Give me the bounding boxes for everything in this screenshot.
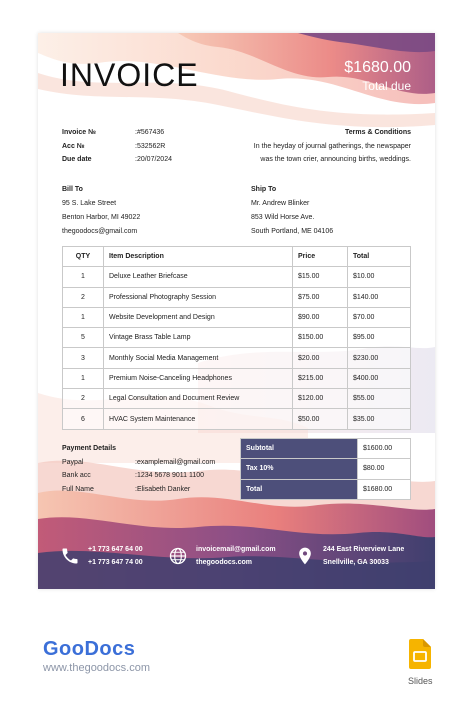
totals-value: $1600.00 xyxy=(358,439,411,459)
ship-to xyxy=(251,183,333,239)
bill-to-line: Benton Harbor, MI 49022 xyxy=(62,214,141,221)
total-due-label: Total due xyxy=(362,79,411,93)
payment-key: Bank acc xyxy=(62,472,91,479)
payment-value: :Elisabeth Danker xyxy=(135,485,191,493)
cell-qty: 3 xyxy=(63,348,104,368)
cell-qty: 1 xyxy=(63,307,104,327)
payment-row xyxy=(62,456,215,470)
footer-phone: +1 773 647 74 00 xyxy=(88,559,143,566)
cell-total: $10.00 xyxy=(348,267,411,287)
bill-to-line: 95 S. Lake Street xyxy=(62,200,117,207)
payment-details xyxy=(62,442,215,496)
table-row xyxy=(63,389,411,409)
terms-heading: Terms & Conditions xyxy=(345,129,411,136)
meta-key: Due date xyxy=(62,156,92,163)
cell-item: Monthly Social Media Management xyxy=(104,348,293,368)
cell-price: $215.00 xyxy=(293,368,348,388)
terms-and-conditions xyxy=(231,126,411,167)
payment-key: Full Name xyxy=(62,485,94,493)
cell-item: Professional Photography Session xyxy=(104,287,293,307)
location-pin-icon xyxy=(295,546,315,566)
payment-row xyxy=(62,469,215,483)
goodocs-url: www.thegoodocs.com xyxy=(43,662,150,674)
meta-value: :532562R xyxy=(135,142,166,150)
footer-phones xyxy=(60,543,143,569)
cell-price: $50.00 xyxy=(293,409,348,429)
phone-icon xyxy=(60,546,80,566)
meta-key: Acc № xyxy=(62,142,85,150)
items-header-row xyxy=(63,247,411,267)
invoice-page xyxy=(38,33,435,589)
total-due-block xyxy=(344,59,411,93)
bill-to xyxy=(62,183,140,239)
ship-to-line: Mr. Andrew Blinker xyxy=(251,200,310,207)
cell-price: $15.00 xyxy=(293,267,348,287)
bill-to-heading: Bill To xyxy=(62,186,83,193)
table-row xyxy=(63,267,411,287)
payment-heading: Payment Details xyxy=(62,445,117,452)
cell-total: $35.00 xyxy=(348,409,411,429)
cell-qty: 6 xyxy=(63,409,104,429)
cell-total: $140.00 xyxy=(348,287,411,307)
slides-badge xyxy=(408,639,433,686)
totals-row-subtotal xyxy=(241,439,411,459)
cell-total: $70.00 xyxy=(348,307,411,327)
goodocs-logo: GooDocs xyxy=(43,638,136,660)
payment-value: :1234 5678 9011 1100 xyxy=(135,472,205,479)
footer-address-line: 244 East Riverview Lane xyxy=(323,546,405,553)
totals-value: $1680.00 xyxy=(358,479,411,499)
totals-value: $80.00 xyxy=(358,459,411,479)
col-qty-header: QTY xyxy=(63,247,104,267)
cell-total: $400.00 xyxy=(348,368,411,388)
footer-email: invoicemail@gmail.com xyxy=(196,546,276,553)
slides-icon xyxy=(409,639,431,669)
table-row xyxy=(63,409,411,429)
ship-to-line: South Portland, ME 04106 xyxy=(251,228,334,235)
col-total-header: Total xyxy=(348,247,411,267)
footer-address-line: Snellville, GA 30033 xyxy=(323,559,389,566)
footer-phone: +1 773 647 64 00 xyxy=(88,546,143,553)
payment-row xyxy=(62,483,215,497)
cell-price: $90.00 xyxy=(293,307,348,327)
meta-row-invoice-number xyxy=(62,126,172,140)
footer-site: thegoodocs.com xyxy=(196,559,253,566)
cell-total: $230.00 xyxy=(348,348,411,368)
table-row xyxy=(63,368,411,388)
cell-item: Legal Consultation and Document Review xyxy=(104,389,293,409)
footer-web xyxy=(168,543,276,569)
cell-item: Deluxe Leather Briefcase xyxy=(104,267,293,287)
cell-price: $75.00 xyxy=(293,287,348,307)
bill-to-email: thegoodocs@gmail.com xyxy=(62,228,138,235)
cell-price: $20.00 xyxy=(293,348,348,368)
cell-qty: 2 xyxy=(63,287,104,307)
meta-row-due-date xyxy=(62,153,172,167)
totals-row-tax xyxy=(241,459,411,479)
table-row xyxy=(63,307,411,327)
cell-price: $120.00 xyxy=(293,389,348,409)
payment-value: :examplemail@gmail.com xyxy=(135,458,216,466)
ship-to-line: 853 Wild Horse Ave. xyxy=(251,214,315,221)
table-row xyxy=(63,328,411,348)
cell-item: Premium Noise-Canceling Headphones xyxy=(104,368,293,388)
payment-key: Paypal xyxy=(62,458,84,466)
slides-label: Slides xyxy=(408,676,433,686)
footer-address xyxy=(295,543,404,569)
meta-row-account-number xyxy=(62,140,172,154)
ship-to-heading: Ship To xyxy=(251,186,277,193)
meta-value: :20/07/2024 xyxy=(135,156,172,163)
goodocs-brand xyxy=(43,638,150,674)
meta-value: :#567436 xyxy=(135,129,165,136)
invoice-title: INVOICE xyxy=(60,57,199,93)
totals-label: Tax 10% xyxy=(241,459,358,479)
terms-line: was the town crier, announcing births, weddings. xyxy=(260,156,411,163)
table-row xyxy=(63,348,411,368)
cell-qty: 1 xyxy=(63,267,104,287)
cell-total: $95.00 xyxy=(348,328,411,348)
items-table xyxy=(62,246,411,430)
cell-price: $150.00 xyxy=(293,328,348,348)
cell-total: $55.00 xyxy=(348,389,411,409)
totals-label: Total xyxy=(241,479,358,499)
cell-qty: 5 xyxy=(63,328,104,348)
invoice-meta xyxy=(62,126,172,167)
totals-table xyxy=(240,438,411,500)
terms-line: In the heyday of journal gatherings, the newspaper xyxy=(253,142,411,150)
meta-key: Invoice № xyxy=(62,129,96,136)
totals-row-total xyxy=(241,479,411,499)
cell-item: HVAC System Maintenance xyxy=(104,409,293,429)
total-due-amount: $1680.00 xyxy=(344,59,411,76)
cell-item: Website Development and Design xyxy=(104,307,293,327)
cell-qty: 1 xyxy=(63,368,104,388)
globe-icon xyxy=(168,546,188,566)
col-item-header: Item Description xyxy=(104,247,293,267)
cell-item: Vintage Brass Table Lamp xyxy=(104,328,293,348)
col-price-header: Price xyxy=(293,247,348,267)
totals-label: Subtotal xyxy=(241,439,358,459)
cell-qty: 2 xyxy=(63,389,104,409)
table-row xyxy=(63,287,411,307)
